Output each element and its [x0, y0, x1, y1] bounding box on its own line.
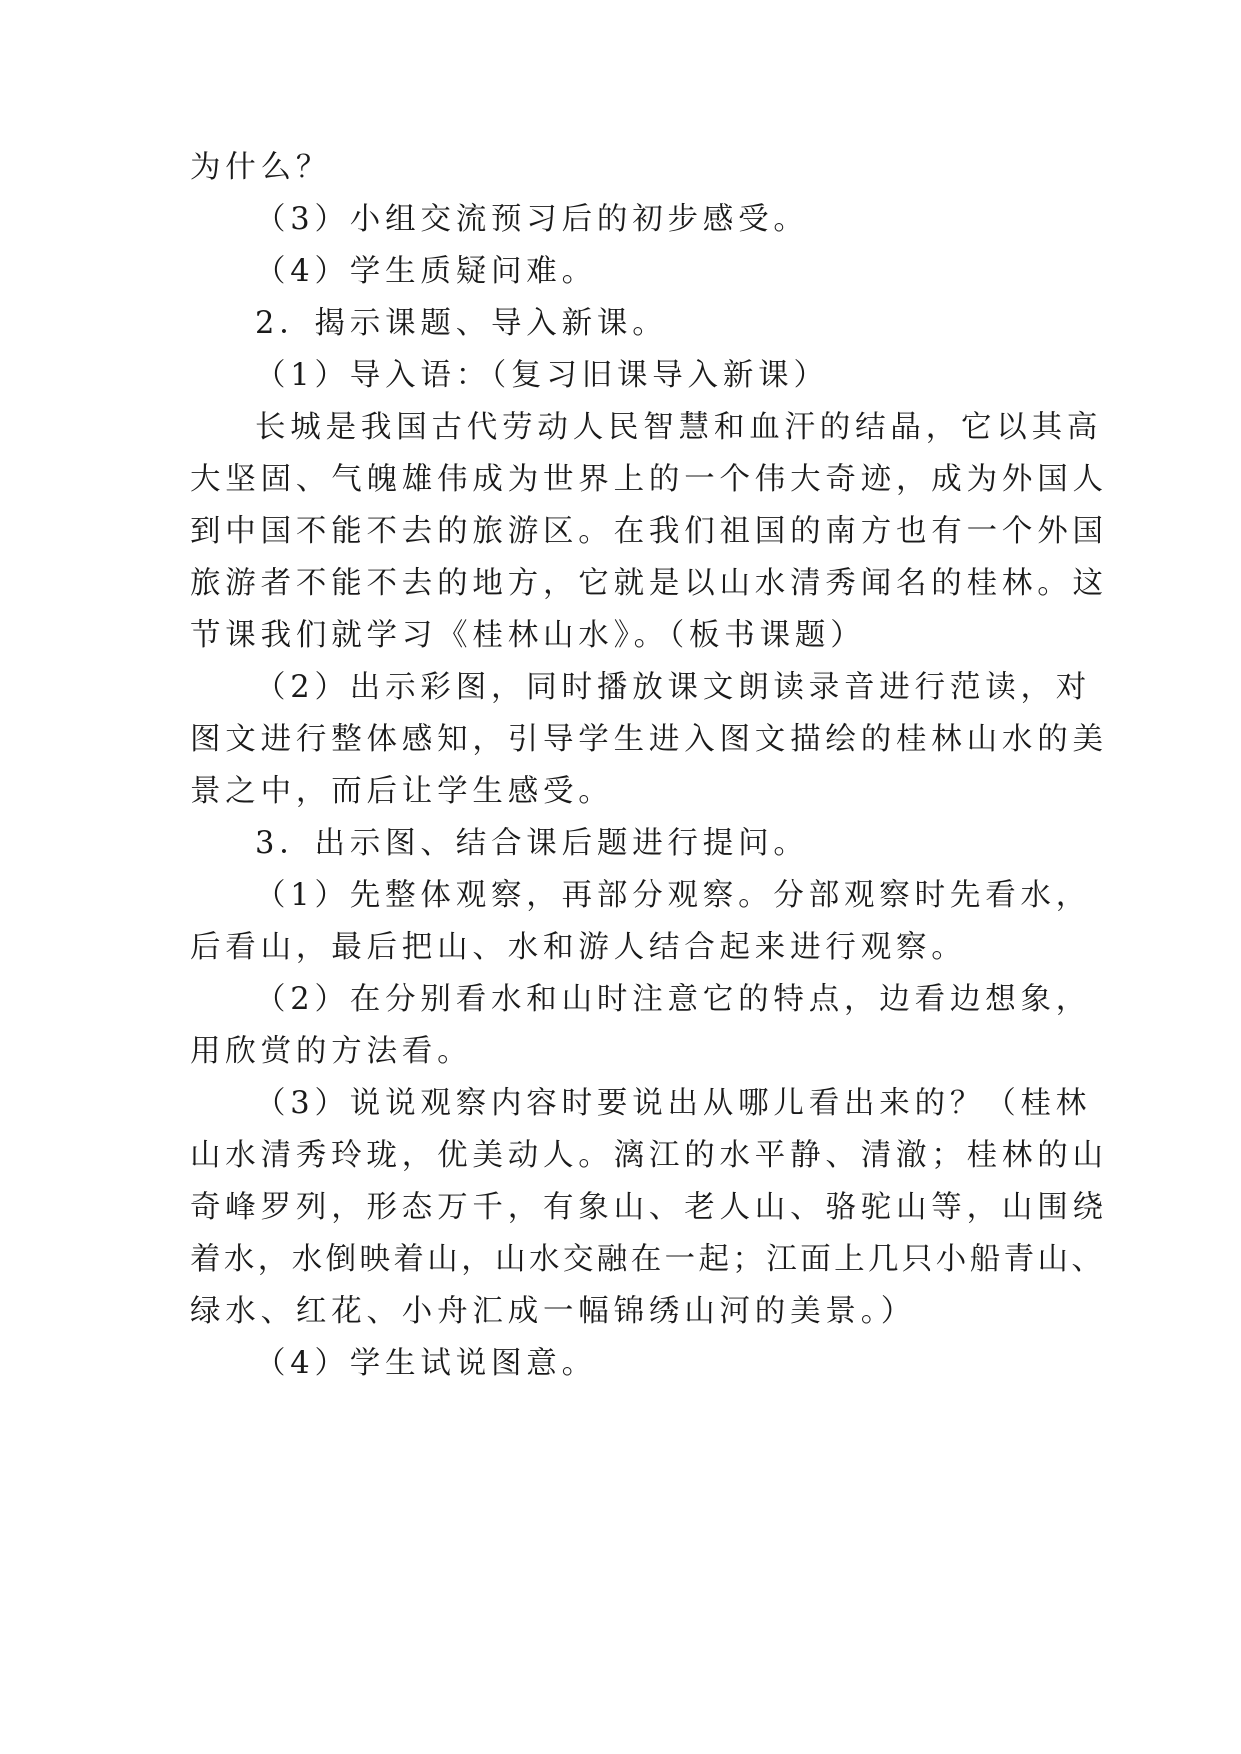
text-line: （2）在分别看水和山时注意它的特点，边看边想象， — [255, 982, 1092, 1017]
text-line: 为什么？ — [190, 150, 332, 185]
text-line: 3．出示图、结合课后题进行提问。 — [255, 826, 809, 861]
text-line: 山水清秀玲珑，优美动人。漓江的水平静、清澈；桂林的山 — [190, 1138, 1108, 1173]
text-line: 用欣赏的方法看。 — [190, 1034, 473, 1069]
text-line: （4）学生质疑问难。 — [255, 254, 597, 289]
text-line: 节课我们就学习《桂林山水》。（板书课题） — [190, 618, 866, 653]
text-line: 景之中，而后让学生感受。 — [190, 774, 614, 809]
text-line: （3）说说观察内容时要说出从哪儿看出来的？（桂林 — [255, 1086, 1092, 1121]
text-line: （4）学生试说图意。 — [255, 1346, 597, 1381]
text-line: 着水，水倒映着山，山水交融在一起；江面上几只小船青山、 — [190, 1242, 1106, 1277]
text-line: 2．揭示课题、导入新课。 — [255, 306, 668, 341]
text-line: 奇峰罗列，形态万千，有象山、老人山、骆驼山等，山围绕 — [190, 1190, 1108, 1225]
text-line: （3）小组交流预习后的初步感受。 — [255, 202, 809, 237]
text-line: 后看山，最后把山、水和游人结合起来进行观察。 — [190, 930, 967, 965]
text-line: （1）导入语：（复习旧课导入新课） — [255, 358, 829, 393]
text-line: （2）出示彩图，同时播放课文朗读录音进行范读，对 — [255, 670, 1092, 705]
text-line: 旅游者不能不去的地方，它就是以山水清秀闻名的桂林。这 — [190, 566, 1108, 601]
text-line: 长城是我国古代劳动人民智慧和血汗的结晶，它以其高 — [255, 410, 1103, 445]
text-line: 绿水、红花、小舟汇成一幅锦绣山河的美景。） — [190, 1294, 917, 1329]
text-line: 到中国不能不去的旅游区。在我们祖国的南方也有一个外国 — [190, 514, 1108, 549]
text-line: （1）先整体观察，再部分观察。分部观察时先看水， — [255, 878, 1092, 913]
text-line: 大坚固、气魄雄伟成为世界上的一个伟大奇迹，成为外国人 — [190, 462, 1108, 497]
text-line: 图文进行整体感知，引导学生进入图文描绘的桂林山水的美 — [190, 722, 1108, 757]
